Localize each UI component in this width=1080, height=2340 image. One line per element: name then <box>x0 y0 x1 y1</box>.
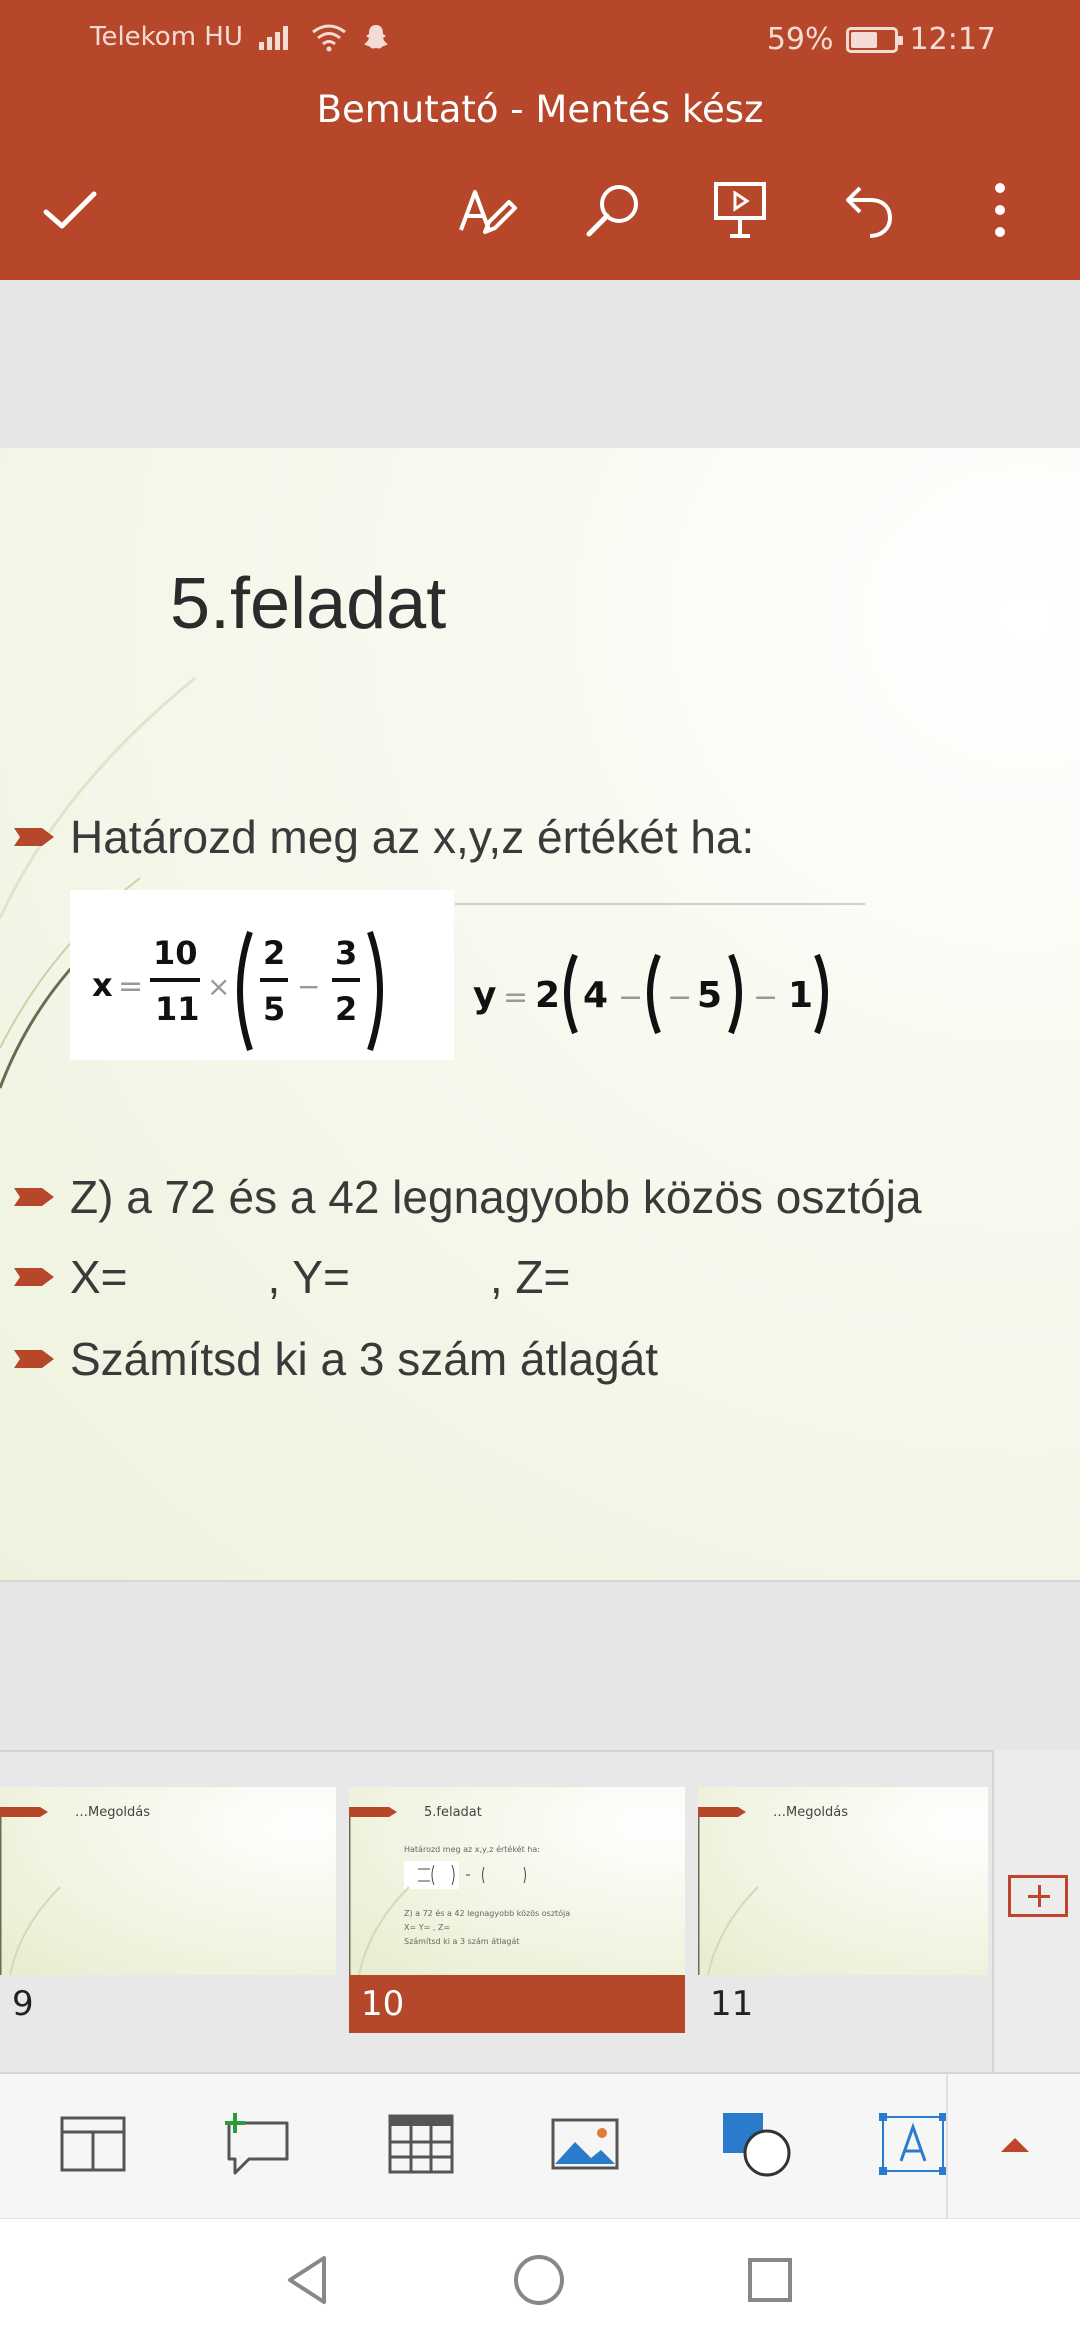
thumbnail-number: 11 <box>710 1984 754 2024</box>
more-icon[interactable] <box>960 170 1040 250</box>
thumbnail-number: 10 <box>349 1975 685 2033</box>
arrow-bullet-icon <box>14 1346 56 1372</box>
back-icon[interactable] <box>278 2250 338 2310</box>
thumbnail-title: …Megoldás <box>773 1805 849 1820</box>
slide-title: 5.feladat <box>170 564 447 644</box>
formula-x-n2: 2 <box>263 934 286 972</box>
thumbnail-line: X= Y= , Z= <box>404 1923 451 1932</box>
battery-percent: 59% <box>766 22 834 57</box>
snapchat-icon <box>361 22 391 52</box>
formula-x-n3: 3 <box>335 934 358 972</box>
present-icon[interactable] <box>700 170 780 250</box>
picture-icon[interactable] <box>540 2104 630 2184</box>
system-nav-bar <box>0 2218 1080 2340</box>
app-bar <box>0 0 1080 280</box>
bullet-text: Számítsd ki a 3 szám átlagát <box>70 1333 659 1385</box>
slide-canvas-margin <box>0 280 1080 448</box>
arrow-bullet-icon <box>14 824 56 850</box>
expand-up-icon[interactable] <box>970 2104 1060 2184</box>
slide-thumbnail[interactable] <box>0 1787 336 2033</box>
current-slide[interactable] <box>0 448 1080 1580</box>
status-bar-left <box>90 22 391 52</box>
signal-icon <box>257 22 297 52</box>
formula-y-b: 5 <box>697 975 723 1016</box>
thumbnail-line: Számítsd ki a 3 szám átlagát <box>404 1937 520 1946</box>
bullet-text-y: , Y= <box>267 1251 350 1303</box>
formula-x-image <box>70 890 454 1060</box>
toolbar-divider <box>946 2074 948 2220</box>
formula-x-d1: 11 <box>155 990 200 1028</box>
bullet-text-z: , Z= <box>489 1251 571 1303</box>
slide-thumbnail-selected[interactable] <box>349 1787 685 2033</box>
bullet-text: Határozd meg az x,y,z értékét ha: <box>70 811 755 863</box>
search-icon[interactable] <box>573 170 653 250</box>
thumbnail-preview <box>698 1787 988 1975</box>
formula-divider <box>455 903 865 905</box>
formula-x-n1: 10 <box>153 934 198 972</box>
home-icon[interactable] <box>509 2250 569 2310</box>
formula-y-minus3: − <box>753 980 779 1015</box>
recents-icon[interactable] <box>740 2250 800 2310</box>
check-icon[interactable] <box>30 170 110 250</box>
carrier-label: Telekom HU <box>90 22 243 52</box>
formula-y-minus2: − <box>667 980 693 1015</box>
thumbnail-title: …Megoldás <box>75 1805 151 1820</box>
wifi-icon <box>311 22 347 52</box>
formula-x-d2: 5 <box>263 990 286 1028</box>
insert-toolbar <box>0 2072 1080 2218</box>
document-title: Bemutató - Mentés kész <box>316 88 764 131</box>
formula-x-var: x <box>92 966 113 1004</box>
thumbnail-line: Z) a 72 és a 42 legnagyobb közös osztója <box>404 1909 571 1918</box>
bullet-item <box>14 1170 922 1224</box>
slide-sorter-area <box>0 1580 1080 2072</box>
add-slide-icon[interactable] <box>1008 1875 1068 1917</box>
battery-icon <box>846 27 898 53</box>
formula-y-a: 4 <box>583 975 609 1016</box>
pen-icon[interactable] <box>447 170 527 250</box>
battery-level <box>851 32 877 48</box>
textbox-icon[interactable] <box>868 2104 958 2184</box>
undo-icon[interactable] <box>828 170 908 250</box>
formula-y-eq: = <box>503 980 529 1015</box>
formula-y-c: 1 <box>788 975 814 1016</box>
slide-thumbnail[interactable] <box>698 1787 988 2033</box>
bullet-item <box>14 810 754 864</box>
formula-y-image <box>455 903 865 1053</box>
bullet-text: Z) a 72 és a 42 legnagyobb közös osztója <box>70 1171 922 1223</box>
clock: 12:17 <box>909 22 996 57</box>
formula-x-minus: − <box>297 970 321 1003</box>
layout-icon[interactable] <box>48 2104 138 2184</box>
thumbnail-preview <box>0 1787 336 1975</box>
comment-icon[interactable] <box>210 2104 300 2184</box>
thumbnail-number: 9 <box>12 1984 34 2024</box>
shapes-icon[interactable] <box>712 2104 802 2184</box>
formula-y-coef: 2 <box>535 975 561 1016</box>
formula-x-d3: 2 <box>335 990 358 1028</box>
thumbnail-line: Határozd meg az x,y,z értékét ha: <box>404 1845 540 1854</box>
status-bar-right <box>767 22 996 57</box>
formula-x-eq: = <box>118 969 144 1004</box>
formula-x-times: × <box>207 970 231 1003</box>
bullet-item <box>14 1250 570 1304</box>
bullet-item <box>14 1332 658 1386</box>
add-slide-panel <box>992 1750 1080 2074</box>
thumbnail-preview <box>349 1787 685 1975</box>
bullet-text-x: X= <box>70 1251 128 1303</box>
table-icon[interactable] <box>376 2104 466 2184</box>
formula-y-minus1: − <box>618 980 644 1015</box>
arrow-bullet-icon <box>14 1184 56 1210</box>
arrow-bullet-icon <box>14 1264 56 1290</box>
thumbnail-title: 5.feladat <box>424 1805 482 1820</box>
formula-y-var: y <box>473 975 497 1016</box>
